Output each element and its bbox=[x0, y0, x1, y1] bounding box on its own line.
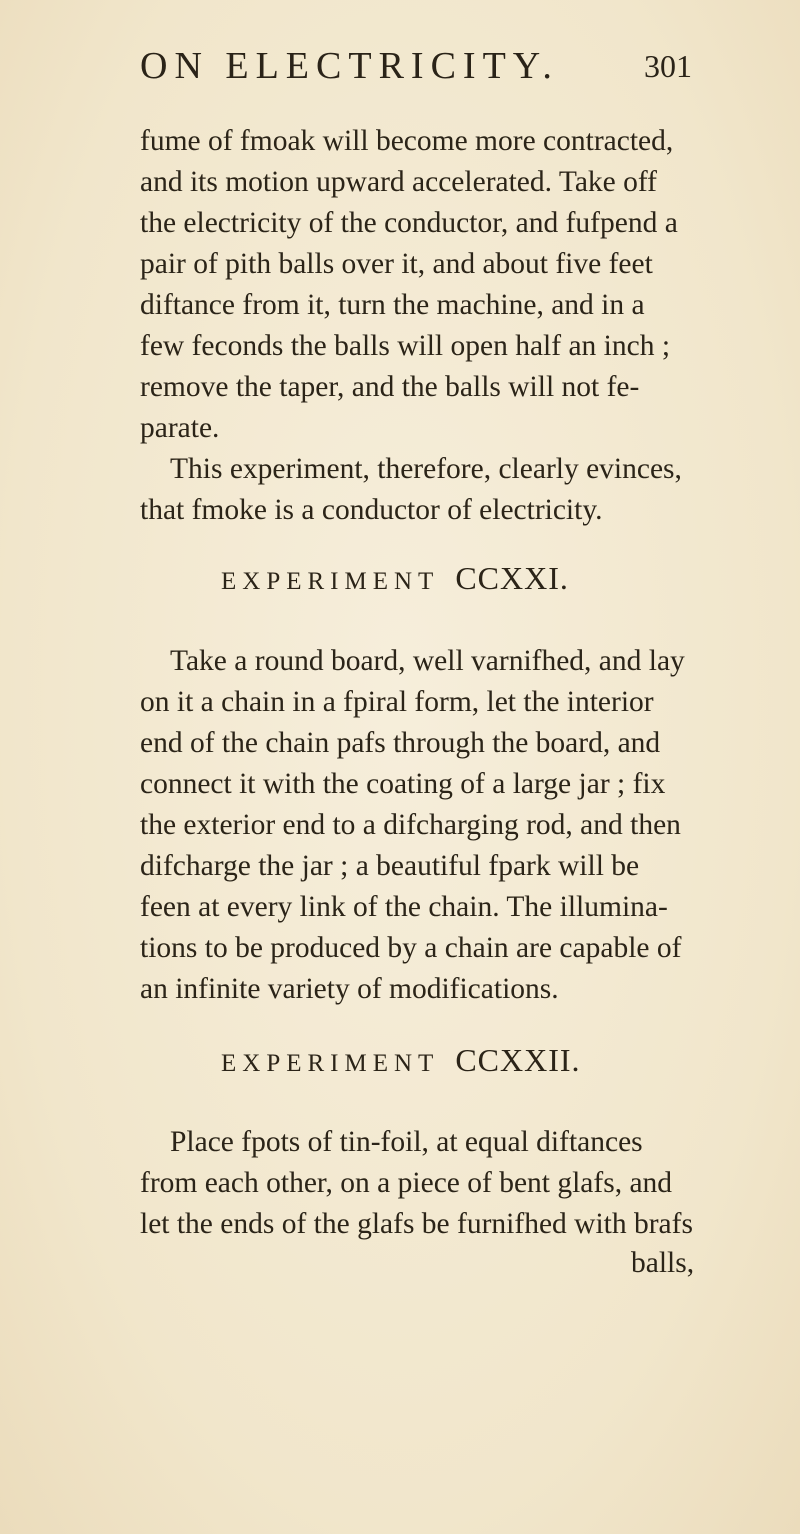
experiment-number: CCXXII. bbox=[455, 1042, 581, 1078]
text-line: and its motion upward accelerated. Take off bbox=[140, 166, 657, 198]
text-line: let the ends of the glafs be furnifhed with brafs bbox=[140, 1208, 693, 1240]
text-line: end of the chain pafs through the board, and bbox=[140, 727, 661, 759]
text-line: Take a round board, well varnifhed, and lay bbox=[170, 645, 685, 677]
running-head: ON ELECTRICITY. bbox=[140, 45, 559, 87]
text-line: few feconds the balls will open half an inch ; bbox=[140, 330, 671, 362]
text-line: that fmoke is a conductor of electricity. bbox=[140, 494, 603, 526]
text-line: the exterior end to a difcharging rod, and then bbox=[140, 809, 681, 841]
experiment-heading-word: EXPERIMENT bbox=[221, 568, 440, 595]
text-line: pair of pith balls over it, and about five feet bbox=[140, 248, 653, 280]
page-number: 301 bbox=[644, 48, 692, 84]
text-line: parate. bbox=[140, 412, 220, 444]
text-line: connect it with the coating of a large jar ; fix bbox=[140, 768, 666, 800]
text-line: Place fpots of tin-foil, at equal diftances bbox=[170, 1126, 643, 1158]
experiment-heading-word: EXPERIMENT bbox=[221, 1050, 440, 1077]
text-line: on it a chain in a fpiral form, let the interior bbox=[140, 686, 654, 718]
text-line: fume of fmoak will become more contracted, bbox=[140, 125, 674, 157]
text-line: difcharge the jar ; a beautiful fpark will be bbox=[140, 850, 640, 882]
text-line: feen at every link of the chain. The illumina- bbox=[140, 891, 668, 923]
text-line: from each other, on a piece of bent glafs, and bbox=[140, 1167, 673, 1199]
text-line: tions to be produced by a chain are capable of bbox=[140, 932, 682, 964]
text-line: remove the taper, and the balls will not fe- bbox=[140, 371, 640, 403]
text-line: diftance from it, turn the machine, and in a bbox=[140, 289, 645, 321]
catchword: balls, bbox=[631, 1247, 695, 1279]
experiment-number: CCXXI. bbox=[455, 560, 569, 596]
text-line: the electricity of the conductor, and fufpend a bbox=[140, 207, 678, 239]
text-line: an infinite variety of modifications. bbox=[140, 973, 559, 1005]
experiment-heading bbox=[221, 560, 569, 597]
text-line: This experiment, therefore, clearly evinces, bbox=[170, 453, 682, 485]
experiment-heading bbox=[221, 1042, 581, 1079]
